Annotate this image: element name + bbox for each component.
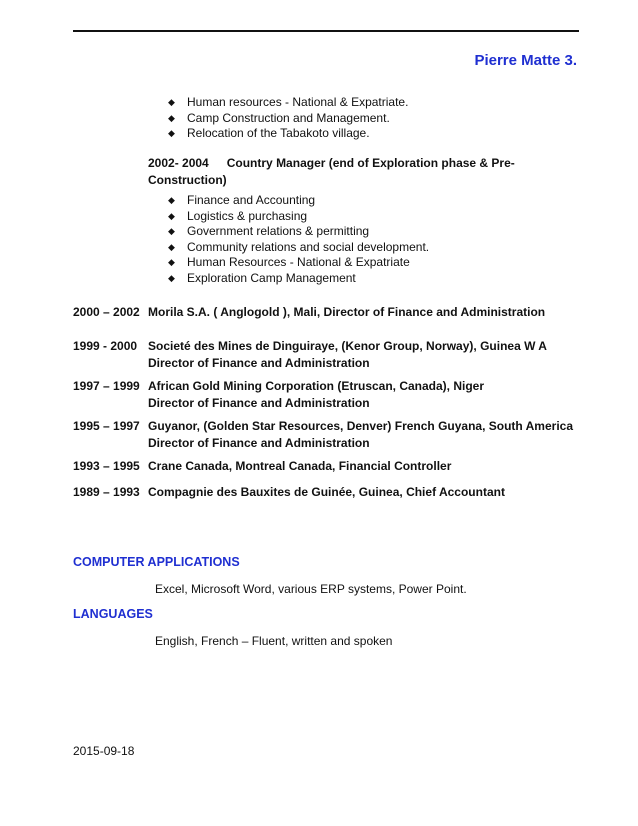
- experience-line: Compagnie des Bauxites de Guinée, Guinea, Chief Accountant: [148, 485, 505, 499]
- diamond-bullet-icon: ◆: [168, 226, 175, 237]
- list-item-text: Camp Construction and Management.: [187, 110, 390, 125]
- experience-line: Morila S.A. ( Anglogold ), Mali, Director of Finance and Administration: [148, 305, 546, 319]
- diamond-bullet-icon: ◆: [168, 210, 175, 221]
- list-item-text: Logistics & purchasing: [187, 208, 308, 223]
- footer-date: 2015-09-18: [73, 744, 135, 758]
- country-manager-title: Country Manager (end of Exploration phase & Pre-Construction): [148, 156, 515, 187]
- experience-years: 1995 – 1997: [73, 419, 140, 433]
- list-item-text: Human resources - National & Expatriate.: [187, 95, 409, 109]
- experience-role: Director of Finance and Administration: [148, 355, 370, 370]
- top-rule: [73, 30, 579, 32]
- experience-line: Societé des Mines de Dinguiraye, (Kenor Group, Norway), Guinea W A: [148, 339, 547, 353]
- bullet-list-country-manager: [168, 193, 429, 287]
- experience-years: 1989 – 1993: [73, 485, 140, 499]
- experience-line: Crane Canada, Montreal Canada, Financial Controller: [148, 459, 452, 473]
- list-item: [168, 126, 408, 142]
- bullet-list-top: [168, 95, 408, 142]
- header-name: Pierre Matte 3.: [474, 52, 577, 69]
- experience-line: African Gold Mining Corporation (Etruscan, Canada), Niger: [148, 379, 485, 393]
- country-manager-heading: [148, 155, 528, 188]
- list-item-text: Human Resources - National & Expatriate: [187, 255, 410, 270]
- diamond-bullet-icon: ◆: [168, 128, 175, 139]
- experience-entry: [73, 338, 547, 371]
- experience-line: Guyanor, (Golden Star Resources, Denver) French Guyana, South America: [148, 419, 574, 433]
- list-item: [168, 255, 429, 271]
- diamond-bullet-icon: ◆: [168, 97, 175, 107]
- list-item-text: Community relations and social development.: [187, 239, 430, 254]
- experience-role: Director of Finance and Administration: [148, 435, 370, 450]
- experience-years: 1993 – 1995: [73, 459, 140, 473]
- experience-entry: [73, 304, 545, 321]
- experience-years: 1997 – 1999: [73, 379, 140, 393]
- experience-entry: [73, 378, 484, 411]
- list-item: [168, 193, 429, 209]
- list-item-text: Relocation of the Tabakoto village.: [187, 126, 370, 141]
- languages-heading: LANGUAGES: [73, 607, 153, 621]
- list-item: [168, 209, 429, 225]
- list-item-text: Exploration Camp Management: [187, 270, 356, 285]
- diamond-bullet-icon: ◆: [168, 241, 175, 252]
- computer-applications-text: Excel, Microsoft Word, various ERP systems, Power Point.: [155, 582, 467, 596]
- experience-entry: [73, 484, 505, 501]
- experience-years: 1999 - 2000: [73, 339, 138, 353]
- languages-text: English, French – Fluent, written and spoken: [155, 634, 393, 648]
- list-item: [168, 95, 408, 111]
- diamond-bullet-icon: ◆: [168, 195, 175, 205]
- experience-entry: [73, 458, 451, 475]
- list-item-text: Government relations & permitting: [187, 224, 370, 239]
- country-manager-years: 2002- 2004: [148, 156, 209, 170]
- list-item-text: Finance and Accounting: [187, 193, 316, 207]
- list-item: [168, 111, 408, 127]
- experience-years: 2000 – 2002: [73, 305, 140, 319]
- diamond-bullet-icon: ◆: [168, 257, 175, 268]
- list-item: [168, 224, 429, 240]
- list-item: [168, 271, 429, 287]
- computer-applications-heading: COMPUTER APPLICATIONS: [73, 555, 240, 569]
- experience-role: Director of Finance and Administration: [148, 395, 370, 410]
- experience-entry: [73, 418, 573, 451]
- diamond-bullet-icon: ◆: [168, 112, 175, 123]
- list-item: [168, 240, 429, 256]
- diamond-bullet-icon: ◆: [168, 272, 175, 283]
